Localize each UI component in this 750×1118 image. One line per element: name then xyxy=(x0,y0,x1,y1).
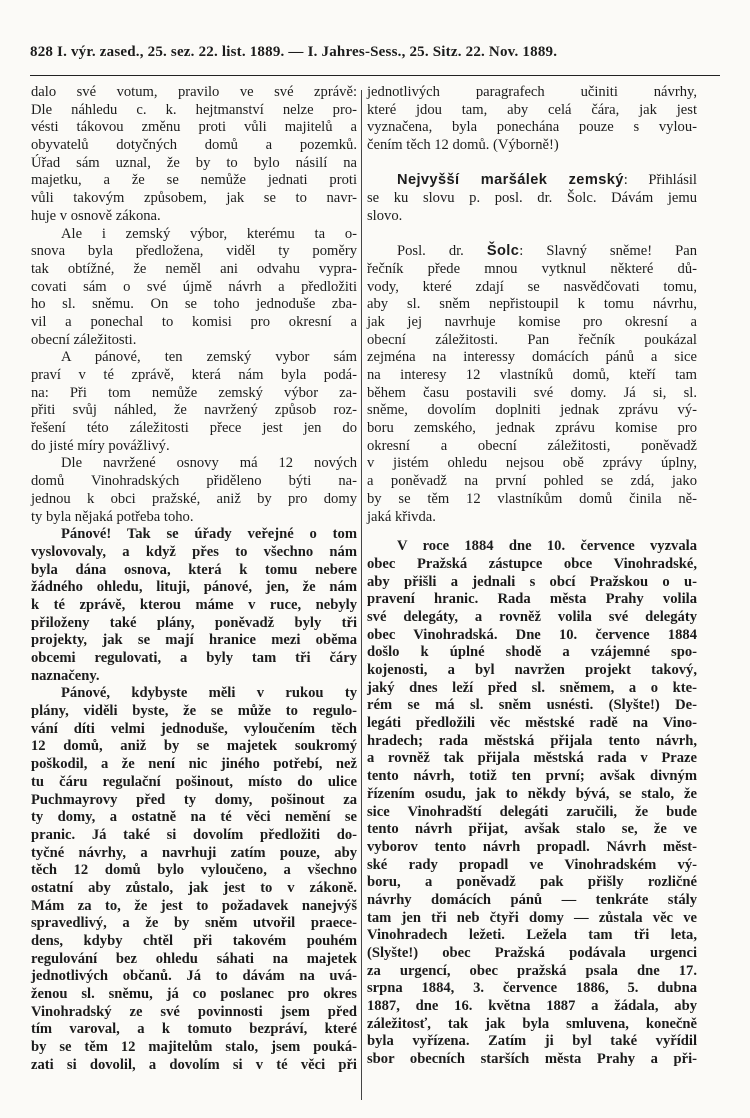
text-line: Vinohradech ležeti. Ležela tam tři leta, xyxy=(367,927,697,944)
text-line: zejména na interessy domácích pánů a sice xyxy=(367,349,697,366)
text-line: Úřad sám uznal, že by to bylo násilí na xyxy=(31,154,357,171)
text-line: Pánové! Tak se úřady veřejné o tom xyxy=(61,526,357,543)
text-line: tento návrh přijat, avšak stalo se, že ve xyxy=(367,821,697,838)
text-line: jednotlivých občanů. Já to dávám na uvá- xyxy=(31,968,357,985)
text-line: ho sl. sněmu. On se toho jednoduše zba- xyxy=(31,296,357,313)
text-line: ty domy, a ostatně na té věci nemění se xyxy=(31,809,357,826)
text-line: ty byla nějaká potřeba toho. xyxy=(31,508,194,525)
text-line: rém se má sl. sněm usnésti. (Slyšte!) De- xyxy=(367,697,697,714)
speaker-name: Šolc xyxy=(486,243,520,260)
column-divider xyxy=(361,90,362,1100)
text-line: ženou sl. sněmu, já co poslanec pro okres xyxy=(31,986,357,1003)
text-line: byla dána osnova, která k tomu nebere xyxy=(31,561,357,578)
text-line: pravení hranic. Rada města Prahy volila xyxy=(367,591,697,608)
text-line: přiti svůj náhled, že navržený způsob roz- xyxy=(31,402,357,419)
text-line: sbor obecních starších města Prahy a při- xyxy=(367,1051,697,1068)
text-line: tyčné návrhy, a navrhuji zatím pouze, aby xyxy=(31,844,357,861)
text-line: praví v té zprávě, která nám byla podá- xyxy=(31,367,357,383)
text-line: Mám za to, že jest to požadavek nanejvýš xyxy=(31,897,357,914)
text-line: vůli takovým způsobem, jak se to navr- xyxy=(31,190,357,207)
text-line: řízením osudu, jak to někdy bývá, se stalo, že xyxy=(367,785,697,802)
text-line: na interesy 12 vlastníků domů, kteří tam xyxy=(367,367,697,383)
text-line: Nejvyšší maršálek zemský: Přihlásil xyxy=(397,172,697,189)
text-line: tak obtížné, že neměl ani odvahu vypra- xyxy=(31,260,357,277)
text-line: legáti předložili věc městské radě na Vino- xyxy=(367,715,697,732)
text-line: by se těm 12 majitelům stalo, jsem pouká- xyxy=(31,1039,357,1056)
text-line: vyznačena, byla ponechána pouze s vylou- xyxy=(367,119,697,136)
text-line: projekty, jak se mají hranice mezi oběma xyxy=(31,632,357,649)
text-line: vání díti velmi jednoduše, vyloučením těch xyxy=(31,720,357,737)
paragraph-gap xyxy=(367,155,697,173)
text-line: vyborov tento návrh propadl. Návrh měst- xyxy=(367,838,697,855)
text-line: Dle náhledu c. k. hejtmanství nelze pro- xyxy=(31,101,357,118)
text-line: vyslovovaly, a když přes to všechno nám xyxy=(31,543,357,560)
text-line: Pánové, kdybyste měli v rukou ty xyxy=(61,685,357,702)
text-line: huje v osnově zákona. xyxy=(31,207,161,224)
text-line: vésti tákovou změnu proti vůli majitelů a xyxy=(31,119,357,136)
text-line: vody, které zdají se nasvědčovati tomu, xyxy=(367,278,697,295)
text-line: plány, viděli byste, že se může to regulo- xyxy=(31,703,357,720)
text-line: a poněvadž na první pohled se zdá, jako xyxy=(367,473,697,490)
text-line: 1887, dne 16. května 1887 a žádala, aby xyxy=(367,998,697,1015)
text-line: žádného ohledu, lituji, pánové, jen, že nám xyxy=(31,579,357,596)
text-line: ostatní aby zůstalo, jak jest to v zákoně. xyxy=(31,879,357,896)
text-line: přiloženy také plány, poněvadž byly tři xyxy=(31,614,357,631)
left-column xyxy=(31,84,357,1075)
header-rule xyxy=(30,75,720,76)
text-line: během času postavili své domy. Já si, sl. xyxy=(367,384,697,401)
text-line: jednotlivých paragrafech učiniti návrhy, xyxy=(367,84,697,100)
text-line: byla vyřízena. Zatím ji byl také vyřídil xyxy=(367,1033,697,1050)
text-line: okresní a obecní záležitosti, poněvadž xyxy=(367,437,697,454)
text-line: 12 domů, aniž by se majetek soukromý xyxy=(31,738,357,755)
text-line: tu čáru regulační pošinout, místo do ulice xyxy=(31,773,357,790)
speaker-name: Nejvyšší maršálek zemský xyxy=(397,172,624,189)
text-line: do jisté míry povážlivý. xyxy=(31,437,170,454)
text-line: sice Vinohradští delegáti zaručili, že bude xyxy=(367,803,697,820)
text-line: obyvatelů dotyčných domů a pozemků. xyxy=(31,137,357,154)
text-line: v jistém ohledu nejsou obě zprávy úplny, xyxy=(367,455,697,472)
text-line: obecní záležitosti. Pan řečník poukázal xyxy=(367,331,697,348)
text-line: pranic. Já také si dovolím předložiti do- xyxy=(31,826,357,843)
paragraph-gap xyxy=(367,526,697,538)
text-line: řečník přede mnou vytknul některé dů- xyxy=(367,260,697,277)
text-line: obec Vinohradská. Dne 10. července 1884 xyxy=(367,626,697,643)
text-line: Ale i zemský výbor, kterému ta o- xyxy=(61,225,357,242)
text-line: jak jej navrhuje komise pro okresní a xyxy=(367,313,697,330)
text-line: kojenosti, a byl navržen projekt takový, xyxy=(367,662,697,678)
text-line: by se těm 12 vlastníkům domů činila ně- xyxy=(367,490,697,507)
text-line: Vinohradský ze své povinnosti jsem před xyxy=(31,1003,357,1020)
text-line: Dle navržené osnovy má 12 nových xyxy=(61,455,357,472)
page-header: 828 I. výr. zased., 25. sez. 22. list. 1889. — I. Jahres-Sess., 25. Sitz. 22. Nov. 1889. xyxy=(30,44,558,60)
text-line: na: Při tom nemůže zemský výbor za- xyxy=(31,384,357,401)
text-line: své delegáty, a rovněž volila své delegáty xyxy=(367,608,697,625)
text-line: boru zemského, jednak zprávu komise pro xyxy=(367,420,697,437)
text-line: aby přišli a jednali s obcí Pražskou o u- xyxy=(367,573,697,590)
text-line: návrhy domácích pánů — tenkráte stály xyxy=(367,891,697,908)
text-line: regulování bez ohledu sáhati na majetek xyxy=(31,950,357,967)
text-line: Posl. dr. Šolc: Slavný sněme! Pan xyxy=(397,243,697,260)
text-line: aby sl. sněm nepřistoupil k tomu návrhu, xyxy=(367,296,697,313)
text-line: A pánové, ten zemský vybor sám xyxy=(61,349,357,366)
text-line: došlo k úplné shodě a vzájemné spo- xyxy=(367,644,697,661)
right-column xyxy=(367,84,697,1069)
text-line: ské rady propadl ve Vinohradském vý- xyxy=(367,856,697,873)
text-line: za urgencí, obec pražská psala dne 17. xyxy=(367,962,697,979)
text-line: čením těch 12 domů. (Výborně!) xyxy=(367,137,559,154)
text-line: řešení této záležitosti přece jest jen do xyxy=(31,420,357,437)
text-line: Puchmayrovy před ty domy, pošinout za xyxy=(31,791,357,808)
text-line: naznačeny. xyxy=(31,667,100,684)
text-line: V roce 1884 dne 10. července vyzvala xyxy=(397,538,697,555)
text-line: jednou k obci pražské, aniž by pro domy xyxy=(31,490,357,507)
text-line: se ku slovu p. posl. dr. Šolc. Dávám jemu xyxy=(367,190,697,207)
text-line: tím varoval, a k tomuto bezpráví, které xyxy=(31,1021,357,1038)
text-line: tam jen tři neb čtyři domy — zůstala věc ve xyxy=(367,909,697,926)
text-line: sněme, dovolím doplniti jednak zprávu vý- xyxy=(367,402,697,419)
text-line: hradech; rada městská přijala tento návrh, xyxy=(367,732,697,749)
text-line: domů Vinohradských přiděleno býti na- xyxy=(31,473,357,490)
text-line: obcemi regulovati, a byly tam tři čáry xyxy=(31,650,357,666)
text-line: dens, kdyby chtěl při takovém pouhém xyxy=(31,933,357,949)
text-line: jaká křivda. xyxy=(367,508,436,525)
text-line: obec Pražská zástupce obce Vinohradské, xyxy=(367,555,697,572)
text-line: boru, a poněvadž pak přišly rozličné xyxy=(367,874,697,891)
text-line: jaký dnes leží před sl. sněmem, a o kte- xyxy=(367,679,697,696)
text-line: které jdou tam, aby celá čára, jak jest xyxy=(367,101,697,118)
text-line: majetku, a že se nemůže jednati proti xyxy=(31,172,357,189)
text-line: covati sám o své újmě návrh a předložiti xyxy=(31,278,357,295)
text-line: srpna 1884, 3. července 1886, 5. dubna xyxy=(367,980,697,997)
text-line: (Slyšte!) obec Pražská podávala urgenci xyxy=(367,945,697,961)
text-line: k té zprávě, kterou máme v ruce, nebyly xyxy=(31,596,357,613)
text-line: poškodil, a že není nic jiného potřebí, než xyxy=(31,756,357,773)
paragraph-gap xyxy=(367,226,697,244)
text-line: vil a ponechal to komisi pro okresní a xyxy=(31,313,357,330)
text-line: záležitosť, tak jak byla smluvena, konečně xyxy=(367,1015,697,1032)
text-line: těch 12 domů bylo vyloučeno, a všechno xyxy=(31,862,357,879)
text-line: dalo své votum, pravilo ve své zprávě: xyxy=(31,84,357,100)
text-line: obecní záležitosti. xyxy=(31,331,137,348)
text-line: spravedlivý, a že by sněm utvořil praece- xyxy=(31,915,357,932)
text-line: slovo. xyxy=(367,207,403,224)
text-line: a rovněž tak přijala městská rada v Praze xyxy=(367,750,697,767)
text-line: snova byla předložena, viděl ty poměry xyxy=(31,243,357,260)
text-line: tento návrh, totiž ten první; avšak divným xyxy=(367,768,697,785)
text-line: zati si dovolil, a dovolím si v té věci při xyxy=(31,1056,357,1073)
